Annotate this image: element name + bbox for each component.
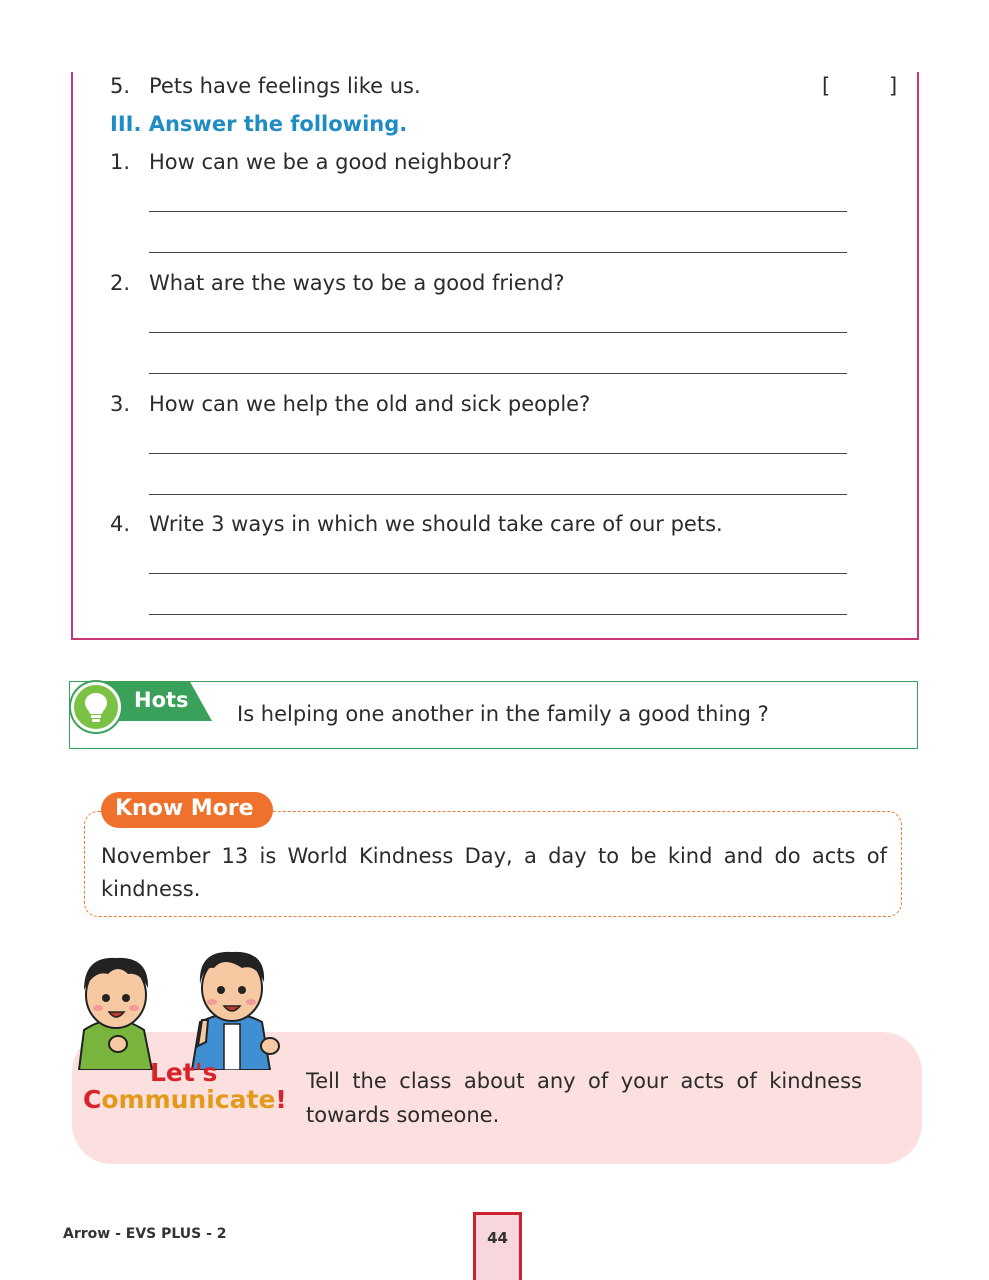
answer-line[interactable] xyxy=(149,252,847,253)
answer-bracket-close: ] xyxy=(889,74,898,98)
section-heading: III. Answer the following. xyxy=(110,112,408,136)
book-title: Arrow - EVS PLUS - 2 xyxy=(63,1226,227,1242)
question-number: 1. xyxy=(110,150,131,174)
lightbulb-icon xyxy=(71,682,121,732)
page-number: 44 xyxy=(487,1229,508,1247)
question-number: 4. xyxy=(110,512,131,536)
answer-line[interactable] xyxy=(149,614,847,615)
communicate-text: Tell the class about any of your acts of kindness towards someone. xyxy=(306,1069,862,1127)
answer-line[interactable] xyxy=(149,332,847,333)
children-illustration xyxy=(74,950,294,1070)
know-more-label: Know More xyxy=(115,796,254,821)
question-text: How can we be a good neighbour? xyxy=(149,150,513,174)
answer-bracket-open: [ xyxy=(822,74,831,98)
lets-label: Let's xyxy=(150,1058,218,1087)
question-text: Write 3 ways in which we should take care of our pets. xyxy=(149,512,723,536)
answer-line[interactable] xyxy=(149,453,847,454)
communicate-initial: C xyxy=(83,1085,102,1114)
exercise-box xyxy=(71,72,919,640)
question-text: What are the ways to be a good friend? xyxy=(149,271,565,295)
hots-box xyxy=(69,681,918,749)
item-statement: Pets have feelings like us. xyxy=(149,74,421,98)
answer-line[interactable] xyxy=(149,494,847,495)
hots-question: Is helping one another in the family a good thing ? xyxy=(237,702,769,726)
answer-line[interactable] xyxy=(149,211,847,212)
communicate-label xyxy=(83,1085,287,1114)
communicate-word: ommunicate xyxy=(101,1085,276,1114)
item-number: 5. xyxy=(110,74,131,98)
question-number: 3. xyxy=(110,392,131,416)
know-more-text: November 13 is World Kindness Day, a day to be kind and do acts of kindness. xyxy=(101,844,887,901)
question-number: 2. xyxy=(110,271,131,295)
answer-line[interactable] xyxy=(149,373,847,374)
know-more-tab xyxy=(101,792,273,828)
page-number-box xyxy=(473,1212,522,1280)
communicate-bang: ! xyxy=(275,1085,287,1114)
answer-line[interactable] xyxy=(149,573,847,574)
hots-label: Hots xyxy=(134,688,189,712)
question-text: How can we help the old and sick people? xyxy=(149,392,591,416)
